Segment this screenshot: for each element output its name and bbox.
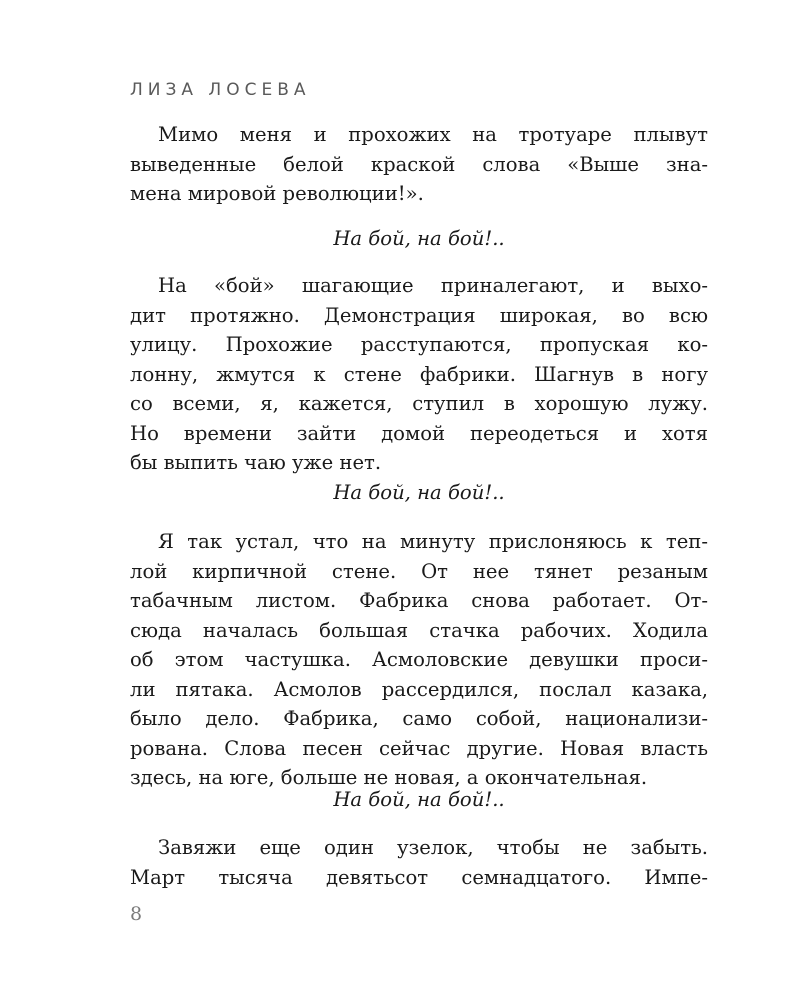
running-head-author: ЛИЗА ЛОСЕВА xyxy=(130,80,311,100)
paragraph-1 xyxy=(130,120,708,209)
page-number: 8 xyxy=(130,903,143,925)
text-line: Но времени зайти домой переодеться и хотя xyxy=(130,421,708,445)
text-line: об этом частушка. Асмоловские девушки проси- xyxy=(130,648,708,671)
text-line: На «бой» шагающие приналегают, и выхо- xyxy=(158,274,708,297)
text-line: лонну, жмутся к стене фабрики. Шагнув в ногу xyxy=(130,362,708,386)
text-line: здесь, на юге, больше не новая, а окончательная. xyxy=(130,766,648,789)
refrain-line-3: На бой, на бой!.. xyxy=(333,788,505,811)
text-line: дит протяжно. Демонстрация широкая, во всю xyxy=(130,303,708,327)
text-line: улицу. Прохожие расступаются, пропуская ко- xyxy=(130,333,708,356)
text-line: Март тысяча девятьсот семнадцатого. Импе- xyxy=(130,865,708,889)
text-line: сюда началась большая стачка рабочих. Ходила xyxy=(130,618,708,642)
text-line: выведенные белой краской слова «Выше зна- xyxy=(130,152,708,176)
text-line: бы выпить чаю уже нет. xyxy=(130,451,382,474)
refrain-line-2: На бой, на бой!.. xyxy=(333,481,505,504)
text-line: со всеми, я, кажется, ступил в хорошую лужу. xyxy=(130,392,708,415)
text-line: Завяжи еще один узелок, чтобы не забыть. xyxy=(158,836,708,859)
text-line: рована. Слова песен сейчас другие. Новая власть xyxy=(130,736,708,760)
paragraph-2 xyxy=(130,271,708,478)
text-line: ли пятака. Асмолов рассердился, послал казака, xyxy=(130,677,708,701)
text-line: было дело. Фабрика, само собой, национализи- xyxy=(130,707,708,730)
text-line: Мимо меня и прохожих на тротуаре плывут xyxy=(158,123,708,146)
text-line: табачным листом. Фабрика снова работает. От- xyxy=(130,589,708,612)
text-line: мена мировой революции!». xyxy=(130,182,424,205)
paragraph-3 xyxy=(130,527,708,793)
refrain-line-1: На бой, на бой!.. xyxy=(333,227,505,250)
paragraph-4 xyxy=(130,833,708,892)
text-line: Я так устал, что на минуту прислоняюсь к теп- xyxy=(158,530,708,553)
text-line: лой кирпичной стене. От нее тянет резаным xyxy=(130,559,708,583)
